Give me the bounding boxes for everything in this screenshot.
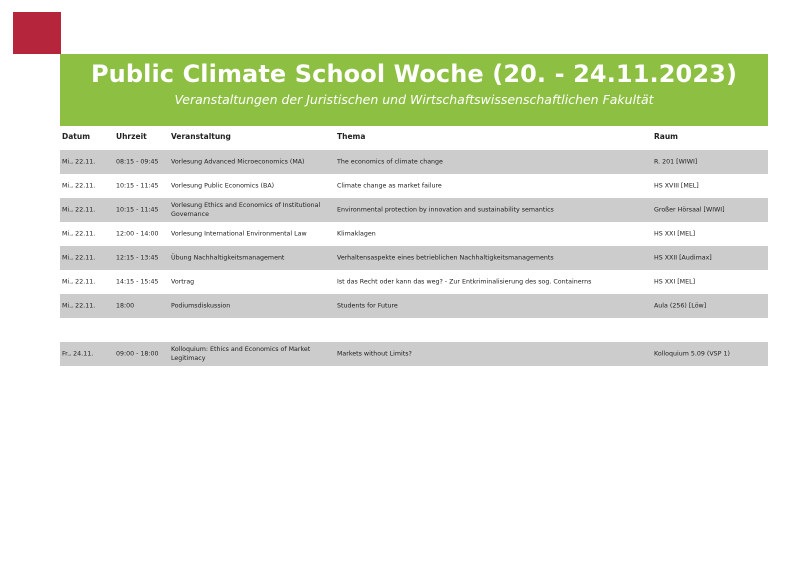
cell-event: Vorlesung Advanced Microeconomics (MA) xyxy=(171,158,305,166)
column-header-topic: Thema xyxy=(337,132,366,141)
column-header-date: Datum xyxy=(62,132,91,141)
cell-time: 08:15 - 09:45 xyxy=(116,158,159,166)
cell-date: Mi., 22.11. xyxy=(62,182,96,190)
column-header-time: Uhrzeit xyxy=(116,132,147,141)
cell-time: 14:15 - 15:45 xyxy=(116,278,159,286)
cell-date: Fr., 24.11. xyxy=(62,350,94,358)
logo-square xyxy=(13,12,61,54)
column-header-event: Veranstaltung xyxy=(171,132,231,141)
cell-room: HS XXI [MEL] xyxy=(654,230,696,238)
cell-topic: Environmental protection by innovation and sustainability semantics xyxy=(337,206,554,214)
cell-event: Vorlesung Ethics and Economics of Institutional Governance xyxy=(171,202,321,218)
cell-topic: Verhaltensaspekte eines betrieblichen Nachhaltigkeitsmanagements xyxy=(337,254,554,262)
cell-date: Mi., 22.11. xyxy=(62,278,96,286)
cell-event: Kolloquium: Ethics and Economics of Market Legitimacy xyxy=(171,346,311,362)
cell-date: Mi., 22.11. xyxy=(62,230,96,238)
cell-event: Podiumsdiskussion xyxy=(171,302,231,310)
page-title: Public Climate School Woche (20. - 24.11.2023) xyxy=(90,60,738,88)
cell-topic: Klimaklagen xyxy=(337,230,376,238)
column-header-room: Raum xyxy=(654,132,678,141)
schedule-table xyxy=(60,150,768,366)
cell-topic: Climate change as market failure xyxy=(337,182,442,190)
cell-time: 12:00 - 14:00 xyxy=(116,230,159,238)
cell-date: Mi., 22.11. xyxy=(62,302,96,310)
table-row xyxy=(60,150,768,174)
table-row xyxy=(60,342,768,366)
cell-time: 09:00 - 18:00 xyxy=(116,350,159,358)
table-row xyxy=(60,174,768,198)
cell-topic: The economics of climate change xyxy=(337,158,443,166)
cell-event: Vorlesung International Environmental Law xyxy=(171,230,307,238)
cell-topic: Ist das Recht oder kann das weg? - Zur Entkriminalisierung des sog. Containerns xyxy=(337,278,592,286)
cell-room: Kolloquium 5.09 (VSP 1) xyxy=(654,350,730,358)
table-row xyxy=(60,294,768,318)
cell-time: 12:15 - 13:45 xyxy=(116,254,159,262)
cell-time: 10:15 - 11:45 xyxy=(116,182,159,190)
table-row xyxy=(60,198,768,222)
cell-topic: Markets without Limits? xyxy=(337,350,412,358)
cell-room: HS XVIII [MEL] xyxy=(654,182,699,190)
row-spacer xyxy=(60,318,768,342)
cell-event: Vortrag xyxy=(171,278,195,286)
table-row xyxy=(60,222,768,246)
cell-room: Aula (256) [Löw] xyxy=(654,302,707,310)
cell-date: Mi., 22.11. xyxy=(62,158,96,166)
cell-date: Mi., 22.11. xyxy=(62,206,96,214)
cell-room: R. 201 [WIWI] xyxy=(654,158,698,166)
cell-date: Mi., 22.11. xyxy=(62,254,96,262)
cell-room: Großer Hörsaal [WIWI] xyxy=(654,206,725,214)
table-row xyxy=(60,270,768,294)
cell-event: Vorlesung Public Economics (BA) xyxy=(171,182,275,190)
cell-room: HS XXI [MEL] xyxy=(654,278,696,286)
cell-event: Übung Nachhaltigkeitsmanagement xyxy=(171,254,285,262)
cell-room: HS XXII [Audimax] xyxy=(654,254,712,262)
page-subtitle: Veranstaltungen der Juristischen und Wirtschaftswissenschaftlichen Fakultät xyxy=(174,92,654,107)
cell-time: 18:00 xyxy=(116,302,135,310)
table-row xyxy=(60,246,768,270)
title-banner xyxy=(60,54,768,126)
cell-topic: Students for Future xyxy=(337,302,398,310)
cell-time: 10:15 - 11:45 xyxy=(116,206,159,214)
table-header xyxy=(60,132,768,144)
